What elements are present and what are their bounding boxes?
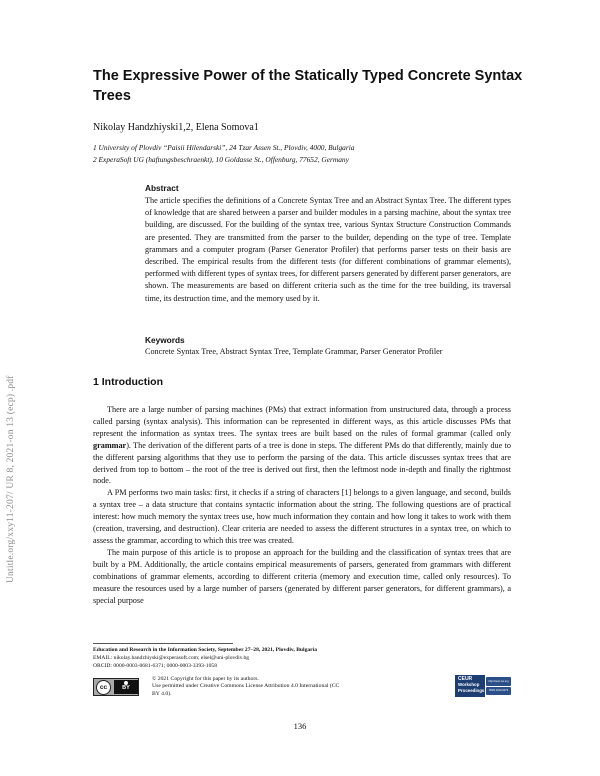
email-line: EMAIL: nikolay.handzhiyski@experasoft.com; elsel@uni-plovdiv.bg <box>93 655 250 661</box>
ceur-wordmark: CEUR Workshop Proceedings <box>455 675 485 697</box>
abstract-text: The article specifies the definitions of a Concrete Syntax Tree and an Abstract Syntax Tree. The different types of knowledge that are shared between a parser and builder modules in a parsing machine, about the syntax tree building, are discussed. For the building of the syntax tree, various Syntax Structure Construction Commands are presented. They are transmitted from the parser to the builder, depending on the type of tree. Template grammars and a computer program (Parser Generator Profiler) that performs parser tests on their basis are described. The empirical results from the different tests (for different combinations of grammar elements), performed with different types of syntax trees, for different parsers generated by different parser generators, are shown. The measurements are based on different criteria such as the time for the tree building, its traversal time, its destruction time, and the memory used by it. <box>145 196 511 303</box>
grammar-term: grammar <box>93 440 127 450</box>
keywords-text: Concrete Syntax Tree, Abstract Syntax Tree, Template Grammar, Parser Generator Profiler <box>145 347 443 356</box>
intro-paragraph-3: The main purpose of this article is to propose an approach for the building and the classification of syntax trees that are built by a PM. Additionally, the article contains empirical measurements of parsers, generated from grammars with different combinations of grammar elements, according to different criteria (memory and execution time, called only resources). To measure the resources used by a large number of parsers (generated by different parser generators, for different grammars), a special purpose <box>93 547 511 605</box>
affiliation-1: 1 University of Plovdiv “Paisii Hilendarski”, 24 Tzar Assen St., Plovdiv, 4000, Bulgaria <box>93 143 355 152</box>
ceur-workshop-logo <box>455 675 511 697</box>
cc-icon: cc <box>96 680 111 695</box>
section-heading-introduction: 1 Introduction <box>93 376 163 388</box>
abstract-heading: Abstract <box>145 183 179 193</box>
cc-by-license-badge <box>93 678 139 696</box>
paper-title: The Expressive Power of the Statically Typed Concrete Syntax Trees <box>93 68 523 104</box>
by-icon: BY <box>114 680 138 694</box>
ceur-issn-badge: ISSN 1613-0073 <box>486 687 511 695</box>
keywords-heading: Keywords <box>145 335 185 345</box>
conference-line: Education and Research in the Information Society, September 27–28, 2021, Plovdiv, Bulgaria <box>93 647 318 653</box>
intro-paragraph-2: A PM performs two main tasks: first, it checks if a string of characters [1] belongs to a given language, and second, builds a syntax tree – a data structure that contains syntactic information about the string. The following questions are of practical interest: how much memory the syntax trees use, how much information they contain and how long it takes to work with them (creation, traversing, and destruction). Clear criteria are needed to assess the different structures in a syntax tree, on which to assess the grammar, according to which this tree was created. <box>93 488 511 545</box>
orcid-line: ORCID: 0000-0003-0681-6371; 0000-0003-3393-1058 <box>93 663 217 669</box>
authors-line: Nikolay Handzhiyski1,2, Elena Somova1 <box>93 122 259 133</box>
page-number: 136 <box>293 721 307 731</box>
intro-paragraph-1: There are a large number of parsing machines (PMs) that extract information from unstructured data, through a process called parsing (syntax analysis). This information can be represented in different ways, as this article discusses PMs that represent the information as syntax trees. The syntax trees are built based on the rules of formal grammar (called only grammar). The derivation of the different parts of a tree is done in steps. The different PMs do that differently, mainly due to the different parsing algorithms that they use to perform the parsing of the data. This article discusses syntax trees that are derived from top to bottom – the root of the tree is derived out first, then the leftmost node in-depth and finally the rightmost node. <box>93 405 511 486</box>
arxiv-side-stamp: Untitle.org/xxy11-207/ UR 8, 2021-on 13 (ecp) .pdf <box>6 375 16 583</box>
ceur-url-badge: http://ceur-ws.org <box>486 677 511 686</box>
license-text: © 2021 Copyright for this paper by its authors. Use permitted under Creative Commons License Attribution 4.0 International (CC BY 4.0). <box>152 676 340 697</box>
footnote-rule <box>93 643 233 644</box>
intro-body <box>93 404 511 606</box>
affiliation-2: 2 ExperaSoft UG (haftungsbeschraenkt), 10 Goldasse St., Offenburg, 77652, Germany <box>93 155 349 164</box>
